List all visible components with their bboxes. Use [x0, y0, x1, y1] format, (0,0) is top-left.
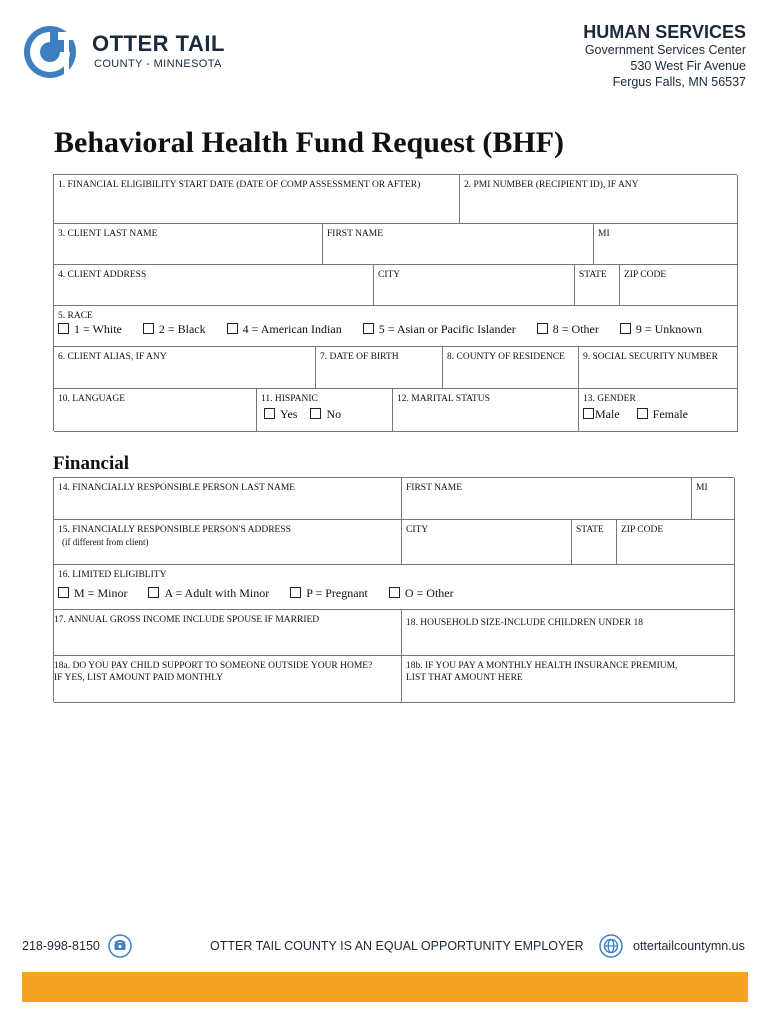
field-label: FIRST NAME [406, 483, 463, 493]
checkbox[interactable] [620, 323, 631, 334]
option-label: Female [652, 407, 688, 421]
limited-eligibility-options [58, 586, 472, 601]
option-label: 2 = Black [158, 322, 206, 336]
option-label: 4 = American Indian [242, 322, 342, 336]
checkbox[interactable] [227, 323, 238, 334]
field-language[interactable] [54, 389, 257, 432]
field-label: LIST THAT AMOUNT HERE [406, 673, 523, 683]
race-option[interactable] [227, 322, 342, 337]
field-child-support[interactable] [54, 656, 402, 703]
gender-options [583, 407, 706, 422]
checkbox[interactable] [143, 323, 154, 334]
option-label: A = Adult with Minor [164, 586, 270, 600]
field-label: 18b. IF YOU PAY A MONTHLY HEALTH INSURANCE PREMIUM, [406, 661, 678, 671]
footer-statement: OTTER TAIL COUNTY IS AN EQUAL OPPORTUNITY EMPLOYER [210, 939, 584, 953]
field-pmi-number[interactable] [460, 175, 738, 224]
field-label: IF YES, LIST AMOUNT PAID MONTHLY [54, 673, 224, 683]
department-address [583, 22, 746, 90]
phone-icon [108, 934, 132, 958]
address-line: 530 West Fir Avenue [630, 59, 746, 73]
field-label: 8. COUNTY OF RESIDENCE [447, 352, 565, 362]
checkbox[interactable] [637, 408, 648, 419]
field-label: 11. HISPANIC [261, 394, 318, 404]
field-client-alias[interactable] [54, 347, 316, 389]
field-label: 15. FINANCIALLY RESPONSIBLE PERSON'S ADDRESS [58, 525, 291, 535]
field-county-of-residence[interactable] [443, 347, 579, 389]
field-client-mi[interactable] [594, 224, 738, 265]
field-label: 6. CLIENT ALIAS, IF ANY [58, 352, 167, 362]
field-marital-status[interactable] [393, 389, 579, 432]
limited-option[interactable] [389, 586, 454, 601]
field-label: 13. GENDER [583, 394, 636, 404]
field-label: 12. MARITAL STATUS [397, 394, 490, 404]
footer-website[interactable]: ottertailcountymn.us [633, 939, 745, 953]
checkbox[interactable] [583, 408, 594, 419]
option-label: P = Pregnant [306, 586, 368, 600]
address-line: Government Services Center [584, 43, 746, 57]
field-label: 9. SOCIAL SECURITY NUMBER [583, 352, 718, 362]
footer-bar [22, 972, 748, 1002]
field-label: 4. CLIENT ADDRESS [58, 270, 147, 280]
field-label: 18. HOUSEHOLD SIZE-INCLUDE CHILDREN UNDER 18 [406, 618, 643, 628]
field-label: FIRST NAME [327, 229, 384, 239]
field-label: CITY [406, 525, 429, 535]
hispanic-options [264, 407, 359, 422]
field-label: 16. LIMITED ELIGIBLITY [58, 570, 167, 580]
client-info-grid [53, 174, 737, 431]
field-client-first-name[interactable] [323, 224, 594, 265]
checkbox[interactable] [310, 408, 321, 419]
field-responsible-first-name[interactable] [402, 478, 692, 520]
field-ssn[interactable] [579, 347, 738, 389]
field-label: 5. RACE [58, 311, 93, 321]
race-options [58, 322, 702, 337]
hispanic-yes[interactable] [264, 407, 297, 422]
logo-subtitle: COUNTY - MINNESOTA [94, 58, 222, 70]
checkbox[interactable] [290, 587, 301, 598]
field-client-last-name[interactable] [54, 224, 323, 265]
field-client-zip[interactable] [620, 265, 738, 306]
field-client-state[interactable] [575, 265, 620, 306]
limited-option[interactable] [58, 586, 127, 601]
checkbox[interactable] [148, 587, 159, 598]
field-label: 3. CLIENT LAST NAME [58, 229, 158, 239]
option-label: O = Other [404, 586, 454, 600]
field-label: 10. LANGUAGE [58, 394, 126, 404]
field-label: 2. PMI NUMBER (RECIPIENT ID), IF ANY [464, 180, 639, 190]
option-label: Yes [280, 407, 298, 421]
field-label: 14. FINANCIALLY RESPONSIBLE PERSON LAST NAME [58, 483, 296, 493]
department-title: HUMAN SERVICES [583, 22, 746, 42]
hispanic-no[interactable] [310, 407, 341, 422]
field-annual-gross-income[interactable] [54, 610, 402, 656]
field-label: STATE [579, 270, 607, 280]
field-responsible-zip[interactable] [617, 520, 735, 565]
option-label: Male [595, 407, 620, 421]
field-eligibility-start-date[interactable] [54, 175, 460, 224]
race-option[interactable] [537, 322, 599, 337]
gender-female[interactable] [637, 407, 688, 422]
address-line: Fergus Falls, MN 56537 [612, 75, 746, 89]
option-label: 1 = White [74, 322, 122, 336]
field-label: MI [598, 229, 610, 239]
race-option[interactable] [58, 322, 122, 337]
option-label: No [326, 407, 342, 421]
field-health-premium[interactable] [402, 656, 735, 703]
field-responsible-address[interactable] [54, 520, 402, 565]
financial-heading: Financial [53, 453, 130, 474]
option-label: 8 = Other [552, 322, 599, 336]
field-label: MI [696, 483, 708, 493]
field-label: ZIP CODE [621, 525, 664, 535]
field-label: 1. FINANCIAL ELIGIBILITY START DATE (DATE OF COMP ASSESSMENT OR AFTER) [58, 180, 421, 190]
field-label: 18a. DO YOU PAY CHILD SUPPORT TO SOMEONE OUTSIDE YOUR HOME? [54, 661, 373, 671]
checkbox[interactable] [537, 323, 548, 334]
form-title: Behavioral Health Fund Request (BHF) [54, 126, 565, 159]
limited-option[interactable] [290, 586, 368, 601]
option-label: 5 = Asian or Pacific Islander [378, 322, 516, 336]
field-responsible-state[interactable] [572, 520, 617, 565]
field-label: STATE [576, 525, 604, 535]
checkbox[interactable] [264, 408, 275, 419]
checkbox[interactable] [58, 587, 69, 598]
race-option[interactable] [620, 322, 702, 337]
field-date-of-birth[interactable] [316, 347, 443, 389]
field-label: CITY [378, 270, 401, 280]
field-label: 17. ANNUAL GROSS INCOME INCLUDE SPOUSE IF MARRIED [54, 615, 320, 625]
field-sublabel: (if different from client) [62, 537, 149, 547]
field-client-city[interactable] [374, 265, 575, 306]
field-responsible-last-name[interactable] [54, 478, 402, 520]
field-label: ZIP CODE [624, 270, 667, 280]
field-household-size[interactable] [402, 610, 735, 656]
gender-male[interactable] [583, 407, 620, 422]
field-responsible-mi[interactable] [692, 478, 735, 520]
option-label: M = Minor [74, 586, 128, 600]
globe-icon [599, 934, 623, 958]
race-option[interactable] [143, 322, 206, 337]
field-label: 7. DATE OF BIRTH [320, 352, 399, 362]
field-responsible-city[interactable] [402, 520, 572, 565]
field-client-address[interactable] [54, 265, 374, 306]
checkbox[interactable] [363, 323, 374, 334]
footer-phone: 218-998-8150 [22, 939, 100, 953]
limited-option[interactable] [148, 586, 269, 601]
race-option[interactable] [363, 322, 516, 337]
logo-name: OTTER TAIL [92, 31, 225, 56]
option-label: 9 = Unknown [635, 322, 702, 336]
checkbox[interactable] [389, 587, 400, 598]
checkbox[interactable] [58, 323, 69, 334]
